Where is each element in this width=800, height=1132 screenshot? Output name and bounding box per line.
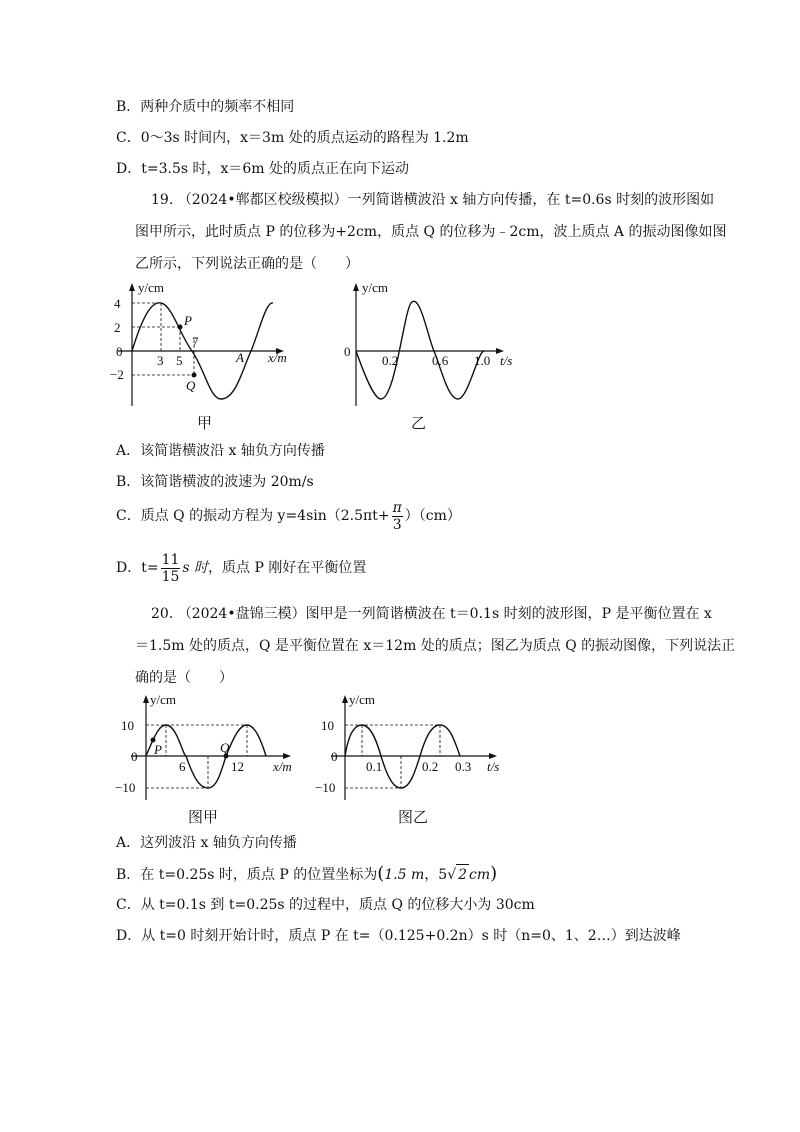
q19-vibration-graph (340, 278, 530, 408)
q19-fig-b-caption: 乙 (411, 414, 427, 432)
q19-stem-line3: 乙所示，下列说法正确的是（ ） (135, 256, 359, 272)
label-q: Q (186, 378, 196, 393)
q19-option-c: C．质点 Q 的振动方程为 y=4sin（2.5πt+ $\frac{\pi}{3}$ ）（cm） (116, 499, 461, 533)
label-q: Q (220, 740, 230, 755)
y-tick: 10 (121, 718, 134, 733)
y-axis-label: y/cm (138, 280, 164, 295)
q20-vibration-graph (315, 692, 515, 804)
x-tick: 7 (192, 334, 199, 349)
q19-option-d: D．t= $\frac{11}{15}$ s 时，质点 P 刚好在平衡位置 (116, 551, 367, 585)
x-tick: 3 (157, 353, 164, 368)
x-tick: 12 (231, 759, 244, 774)
point-p (178, 325, 183, 330)
y-tick: 2 (114, 320, 121, 335)
q20-stem-line3: 确的是（ ） (135, 670, 233, 686)
label-a: A (236, 350, 244, 365)
x-tick: 0.1 (366, 759, 383, 774)
x-tick: 5 (176, 353, 183, 368)
x-axis-label: t/s (500, 353, 513, 368)
y-axis-label: y/cm (349, 692, 375, 707)
q19-stem-line2: 图甲所示，此时质点 P 的位移为+2cm，质点 Q 的位移为﹣2cm，波上质点 A 的振动图像如图 (135, 224, 727, 240)
q20-wave-graph (113, 692, 313, 804)
x-tick: 0.2 (382, 353, 399, 368)
x-axis-label: x/m (273, 759, 292, 774)
y-axis-label: y/cm (150, 692, 176, 707)
q20-option-d: D．从 t=0 时刻开始计时，质点 P 在 t=（0.125+0.2n）s 时（n=0、1、2…）到达波峰 (116, 928, 681, 944)
point-q (192, 373, 197, 378)
x-axis-label: t/s (487, 759, 500, 774)
y-tick: −10 (115, 780, 136, 795)
q20-stem-line2: ＝1.5m 处的质点，Q 是平衡位置在 x＝12m 处的质点；图乙为质点 Q 的振动图像，下列说法正 (135, 638, 736, 654)
q20-option-b: B．在 t=0.25s 时，质点 P 的位置坐标为(1.5 m，5√ 2 cm) (116, 863, 498, 884)
q19-option-a: A．该简谐横波沿 x 轴负方向传播 (116, 443, 325, 459)
q20-fig-a-caption: 图甲 (188, 808, 219, 826)
y-tick: 0 (331, 749, 338, 764)
q19-wave-graph (108, 278, 308, 408)
q20-stem-line1: 20. （2024•盘锦三模）图甲是一列简谐横波在 t＝0.1s 时刻的波形图，P 是平衡位置在 x (151, 606, 712, 622)
y-tick: 10 (321, 718, 334, 733)
y-axis-label: y/cm (362, 280, 388, 295)
q18-option-d: D．t=3.5s 时，x＝6m 处的质点正在向下运动 (116, 161, 410, 177)
x-tick: 1.0 (474, 353, 491, 368)
q18-option-c: C．0～3s 时间内，x＝3m 处的质点运动的路程为 1.2m (116, 130, 469, 146)
y-tick: −2 (110, 367, 124, 382)
y-tick: 0 (344, 344, 351, 359)
label-p: P (154, 742, 162, 757)
x-tick: 0.2 (422, 759, 439, 774)
q19-fig-a-caption: 甲 (197, 414, 213, 432)
q18-option-b: B．两种介质中的频率不相同 (116, 99, 295, 115)
q20-option-c: C．从 t=0.1s 到 t=0.25s 的过程中，质点 Q 的位移大小为 30cm (116, 897, 535, 913)
y-tick: 0 (116, 344, 123, 359)
x-tick: 6 (179, 759, 186, 774)
x-tick: 0.6 (432, 353, 449, 368)
q19-option-b: B．该简谐横波的波速为 20m/s (116, 474, 314, 490)
y-tick: 0 (131, 749, 138, 764)
x-tick: 0.3 (455, 759, 472, 774)
y-tick: −10 (315, 780, 336, 795)
q20-option-a: A．这列波沿 x 轴负方向传播 (116, 835, 297, 851)
x-axis-label: x/m (268, 350, 287, 365)
y-tick: 4 (114, 296, 121, 311)
q19-stem-line1: 19. （2024•郸都区校级模拟）一列简谐横波沿 x 轴方向传播，在 t=0.6s 时刻的波形图如 (151, 192, 715, 208)
label-p: P (184, 313, 192, 328)
q20-fig-b-caption: 图乙 (398, 808, 429, 826)
